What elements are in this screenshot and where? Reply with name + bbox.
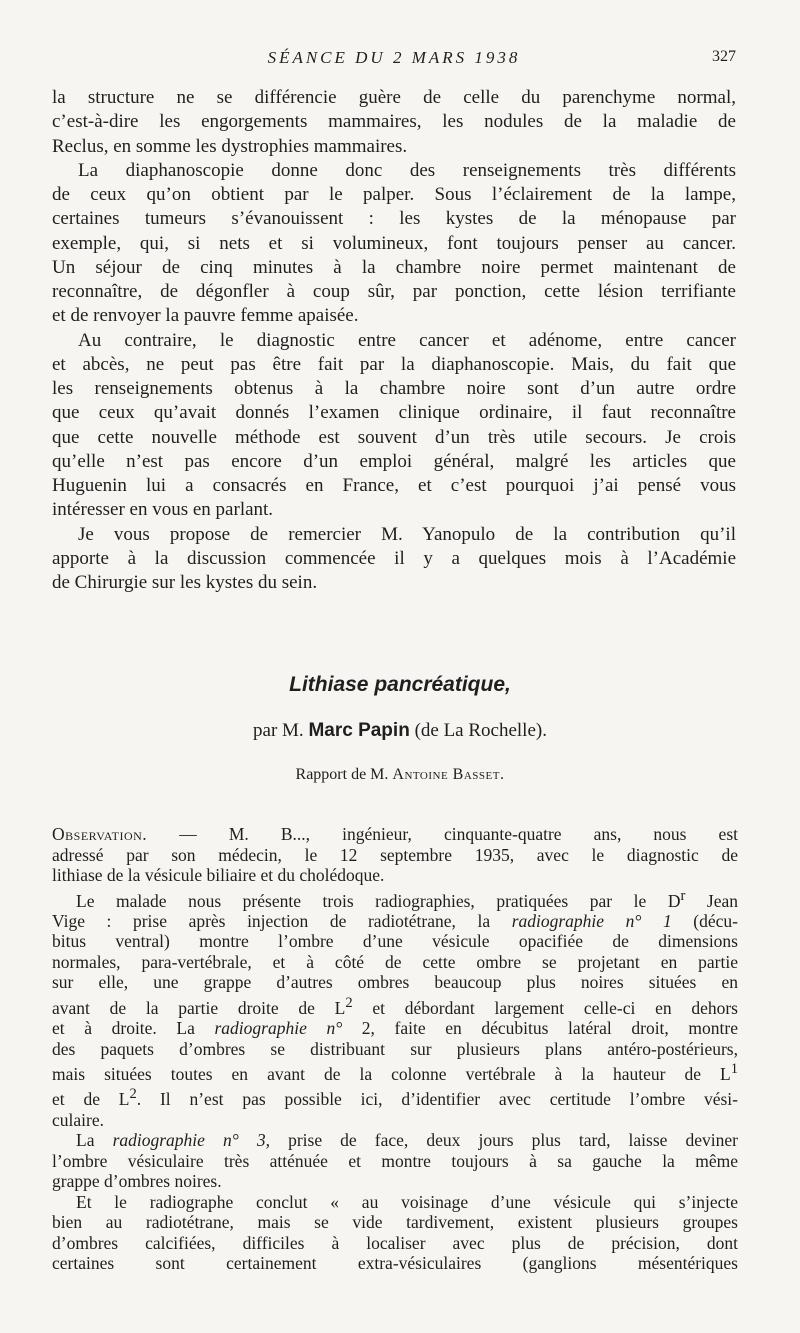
text-line: grappe d’ombres noires. <box>52 1171 222 1192</box>
superscript: 2 <box>345 994 353 1011</box>
text-line: exemple, qui, si nets et si volumineux, font toujours penser au cancer. <box>52 232 736 254</box>
line-text: et débordant largement celle-ci en dehors <box>352 997 738 1018</box>
text-line: de ceux qu’on obtient par le palper. Sous l’éclairement de la lampe, <box>52 184 736 205</box>
text-line: apporte à la discussion commencée il y a quelques mois à l’Académie <box>52 547 736 569</box>
paragraph <box>52 329 736 523</box>
article-title: Lithiase pancréatique, <box>289 673 511 696</box>
text-line: bitus ventral) montre l’ombre d’une vésicule opacifiée de dimensions <box>52 931 738 952</box>
text-line: la structure ne se différencie guère de celle du parenchyme normal, <box>52 87 736 108</box>
text-line: La diaphanoscopie donne donc des renseignements très différents <box>78 159 736 181</box>
paragraph <box>52 159 736 329</box>
text-line <box>52 1130 738 1151</box>
text-line: bien au radiotétrane, mais se vide tardivement, existent plusieurs groupes <box>52 1212 738 1233</box>
observation-text <box>52 824 738 1274</box>
text-line: des paquets d’ombres se distribuant sur plusieurs plans antéro-postérieurs, <box>52 1038 738 1059</box>
text-line: culaire. <box>52 1109 104 1130</box>
rapport-prefix: Rapport de M. <box>295 766 393 783</box>
byline-suffix: (de La Rochelle). <box>409 720 547 741</box>
text-line <box>52 911 738 932</box>
text-line: qu’elle n’est pas encore d’un emploi général, malgré les articles que <box>52 450 736 472</box>
text-line: reconnaître, de dégonfler à coup sûr, par ponction, cette lésion terrifiante <box>52 281 736 302</box>
line-text: et à droite. La <box>52 1018 215 1039</box>
observation-paragraph-2 <box>52 886 738 1131</box>
author-name: Marc Papin <box>308 720 410 741</box>
text-line: Au contraire, le diagnostic entre cancer et adénome, entre cancer <box>78 329 736 351</box>
text-line <box>52 993 738 1018</box>
text-line: les renseignements obtenus à la chambre noire sont d’un autre ordre <box>52 378 736 399</box>
byline-prefix: par M. <box>253 720 309 741</box>
text-line: Et le radiographe conclut « au voisinage d’une vésicule qui s’injecte <box>76 1191 738 1212</box>
text-line: adressé par son médecin, le 12 septembre 1935, avec le diagnostic de <box>52 844 738 865</box>
superscript: 1 <box>730 1061 738 1078</box>
paragraph <box>52 86 736 159</box>
text-line <box>52 1059 738 1084</box>
text-line: et abcès, ne peut pas être fait par la diaphanoscopie. Mais, du fait que <box>52 353 736 375</box>
text-line <box>52 1018 738 1039</box>
em-dash: — <box>147 824 229 844</box>
line-text: avant de la partie droite de L <box>52 997 346 1018</box>
line-text: et de L <box>52 1089 130 1110</box>
text-line <box>52 824 738 845</box>
text-line: Huguenin lui a consacrés en France, et c’est pourquoi j’ai pensé vous <box>52 475 736 496</box>
line-text: (décu- <box>671 910 738 931</box>
text-line: lithiase de la vésicule biliaire et du cholédoque. <box>52 865 385 885</box>
rapporteur-name: Antoine Basset. <box>392 766 505 783</box>
line-text: M. B..., ingénieur, cinquante-quatre ans, nous est <box>228 824 739 844</box>
italic-reference: radiographie n° 1 <box>511 910 672 931</box>
superscript: r <box>680 887 686 904</box>
line-text: Vige : prise après injection de radiotétrane, la <box>52 910 512 931</box>
line-text: mais situées toutes en avant de la colonne vertébrale à la hauteur de L <box>52 1063 731 1084</box>
line-text: prise de face, deux jours plus tard, laisse deviner <box>269 1130 738 1151</box>
running-head-title: SÉANCE DU 2 MARS 1938 <box>267 48 521 67</box>
line-text: Le malade nous présente trois radiographies, pratiquées par le D <box>76 890 681 911</box>
text-line: d’ombres calcifiées, difficiles à localiser avec plus de précision, dont <box>52 1232 738 1253</box>
byline <box>0 720 800 742</box>
running-head <box>52 48 736 70</box>
text-line: Reclus, en somme les dystrophies mammaires. <box>52 135 408 157</box>
rapport-line <box>0 766 800 784</box>
text-line: de Chirurgie sur les kystes du sein. <box>52 572 318 593</box>
line-text: La <box>76 1130 113 1151</box>
text-line: intéresser en vous en parlant. <box>52 499 274 521</box>
page-number: 327 <box>712 48 736 65</box>
text-line: que ceux qu’avait donnés l’examen clinique ordinaire, il faut reconnaître <box>52 402 736 424</box>
line-text: Jean <box>685 890 738 911</box>
text-line: sur elle, une grappe d’autres ombres beaucoup plus noires situées en <box>52 972 738 993</box>
text-line: certaines tumeurs s’évanouissent : les kystes de la ménopause par <box>52 208 736 230</box>
observation-paragraph-3 <box>52 1130 738 1192</box>
text-line: certaines sont certainement extra-vésiculaires (ganglions mésentériques <box>52 1253 738 1274</box>
text-line: et de renvoyer la pauvre femme apaisée. <box>52 305 359 327</box>
observation-paragraph-4 <box>52 1192 738 1274</box>
italic-reference: radiographie n° 3, <box>112 1130 270 1151</box>
line-text: . Il n’est pas possible ici, d’identifier avec certitude l’ombre vési- <box>136 1089 738 1110</box>
line-text: 2, faite en décubitus latéral droit, montre <box>342 1018 738 1039</box>
observation-paragraph-1 <box>52 824 738 886</box>
text-line: que cette nouvelle méthode est souvent d’un très utile secours. Je crois <box>52 426 736 448</box>
text-line: Je vous propose de remercier M. Yanopulo de la contribution qu’il <box>78 523 736 545</box>
text-line: l’ombre vésiculaire très atténuée et montre toujours à sa gauche la même <box>52 1150 738 1171</box>
observation-label: Observation. <box>52 824 148 844</box>
text-line: c’est-à-dire les engorgements mammaires, les nodules de la maladie de <box>52 111 736 133</box>
italic-reference: radiographie n° <box>214 1018 343 1039</box>
continued-text <box>52 86 736 595</box>
text-line: normales, para-vertébrale, et à côté de cette ombre se projetant en partie <box>52 951 738 972</box>
paragraph <box>52 523 736 596</box>
superscript: 2 <box>129 1086 137 1103</box>
text-line <box>52 1084 738 1109</box>
text-line: Un séjour de cinq minutes à la chambre noire permet maintenant de <box>52 256 736 278</box>
text-line <box>52 886 738 911</box>
